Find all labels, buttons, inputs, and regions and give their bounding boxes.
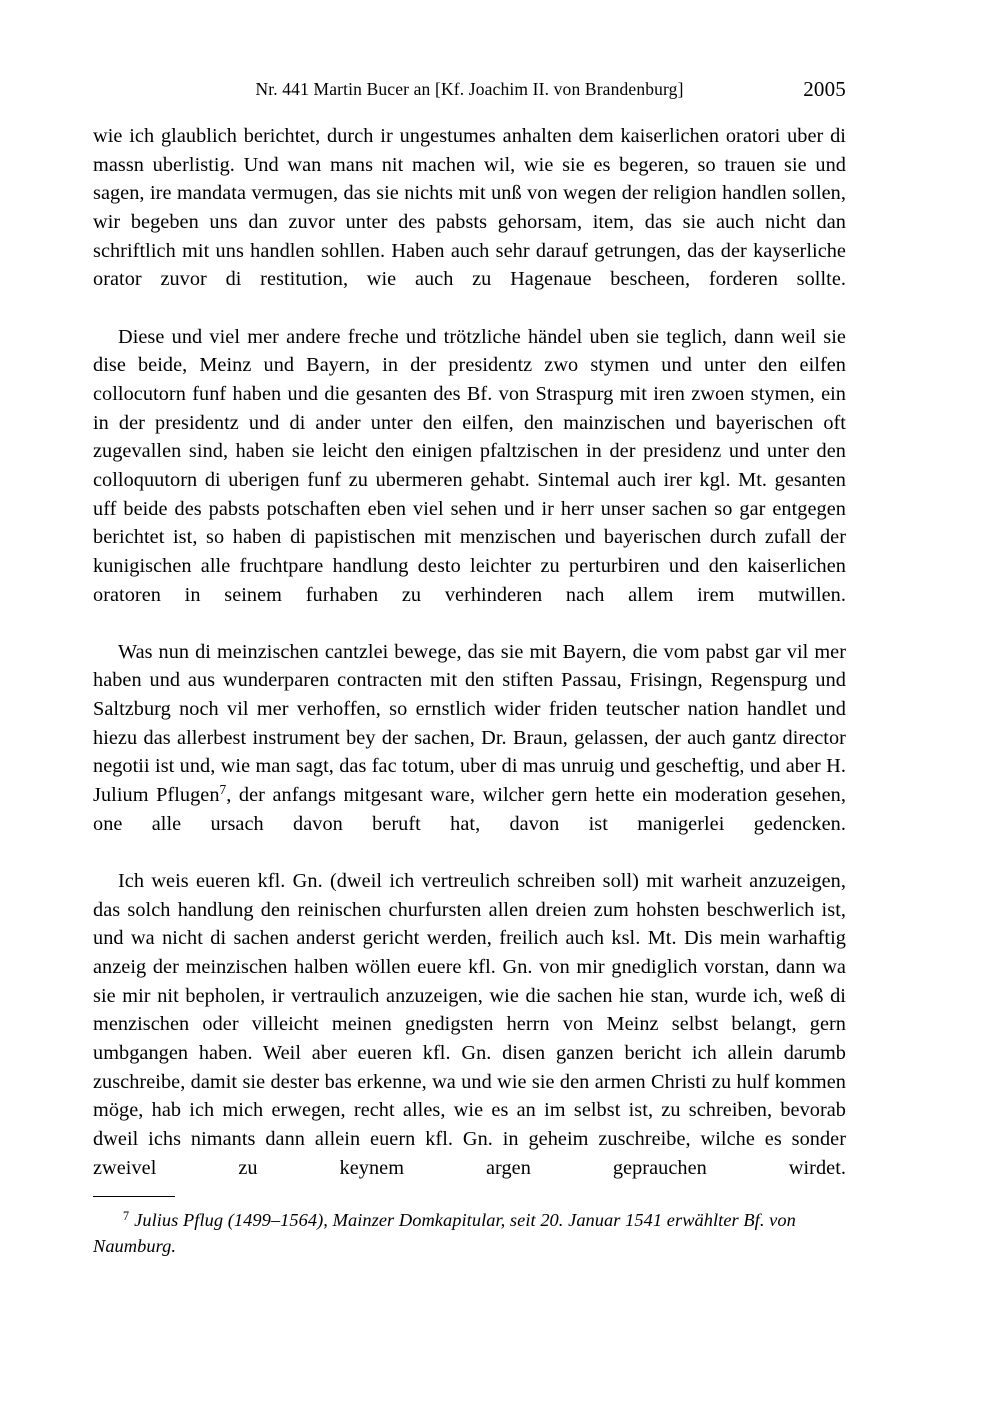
footnote-item-7 [93, 1207, 846, 1259]
paragraph-3-text-after-footnote-ref: , der anfangs mitgesant ware, wilcher gern hette ein moderation gesehen, one alle ursach davon beruft hat, davon ist manigerlei gedencken. [93, 784, 846, 835]
footnote-separator-rule [93, 1196, 175, 1197]
footnote-reference-7[interactable]: 7 [219, 782, 227, 798]
body-text [93, 122, 846, 1211]
paragraph-2: Diese und viel mer andere freche und trötzliche händel uben sie teglich, dann weil sie dise beide, Meinz und Bayern, in der presidentz zwo stymen und unter den eilfen collocutorn funf haben und die gesanten des Bf. von Straspurg mit iren zwoen stymen, ein in der presidentz und di ander unter den eilfen, den mainzischen und bayerischen oft zugevallen sind, haben sie leicht den einigen pfaltzischen in der presidenz und unter den colloquutorn di uberigen funf zu ubermeren gehabt. Sintemal auch irer kgl. Mt. gesanten uff beide des pabsts potschaften eben viel sehen und ir herr unser sachen so gar entgegen berichtet ist, so haben di papistischen mit menzischen und bayerischen durch zufall der kunigischen alle fruchtpare handlung desto leichter zu perturbiren und den kaiserlichen oratoren in seinem furhaben zu verhinderen nach allem irem mutwillen. [93, 325, 846, 606]
footnote-area [93, 1196, 846, 1259]
page-number: 2005 [803, 77, 846, 101]
running-head-title: Nr. 441 Martin Bucer an [Kf. Joachim II. von Brandenburg] [255, 79, 684, 99]
paragraph-3 [93, 638, 846, 867]
paragraph-4: Ich weis eueren kfl. Gn. (dweil ich vertreulich schreiben soll) mit warheit anzuzeigen, das solch handlung den reinischen churfursten allen dreien zum hohsten beschwerlich ist, und wa nicht di sachen anderst gericht werden, freilich auch ksl. Mt. Dis mein warhaftig anzeig der meinzischen halben wöllen euere kfl. Gn. von mir gnediglich vorstan, dann wa sie mir nit bepholen, ir vertraulich anzuzeigen, wie die sachen hie stan, wurde ich, weß di menzischen oder villeicht meinen gnedigsten herrn von Meinz selbst belangt, gern umbgangen haben. Weil aber eueren kfl. Gn. disen ganzen bericht ich allein darumb zuschreibe, damit sie dester bas erkenne, wa und wie sie den armen Christi zu hulf kommen möge, hab ich mich erwegen, recht alles, wie es an im selbst ist, zu schreiben, bevorab dweil ichs nimants dann allein euern kfl. Gn. in geheim zuschreibe, wilche es sonder zweivel zu keynem argen geprauchen wirdet. [93, 870, 846, 1179]
running-head [93, 79, 846, 105]
paragraph-1: wie ich glaublich berichtet, durch ir ungestumes anhalten dem kaiserlichen oratori uber di massn uberlistig. Und wan mans nit machen wil, wie sie es begeren, so trauen sie und sagen, ire mandata vermugen, das sie nichts mit unß von wegen der religion handlen sollen, wir begeben uns dan zuvor unter des pabsts gehorsam, item, das sie auch nicht dan schriftlich mit uns handlen sohllen. Haben auch sehr darauf getrungen, das der kayserliche orator zuvor di restitution, wie auch zu Hagenaue bescheen, forderen sollte. [93, 125, 846, 291]
footnote-text-7: Julius Pflug (1499–1564), Mainzer Domkapitular, seit 20. Januar 1541 erwählter Bf. von Naumburg. [93, 1210, 796, 1256]
footnote-number-7: 7 [123, 1208, 130, 1223]
paragraph-3-text-before-footnote-ref: Was nun di meinzischen cantzlei bewege, das sie mit Bayern, die vom pabst gar vil mer haben und aus wunderparen contracten mit den stiften Passau, Frisingn, Regenspurg und Saltzburg noch vil mer verhoffen, so ernstlich wider friden teutscher nation handlet und hiezu das allerbest instrument bey der sachen, Dr. Braun, gelassen, der auch gantz director negotii ist und, wie man sagt, das fac totum, uber di mas unruig und gescheftig, und aber H. Julium Pflugen [93, 640, 846, 807]
